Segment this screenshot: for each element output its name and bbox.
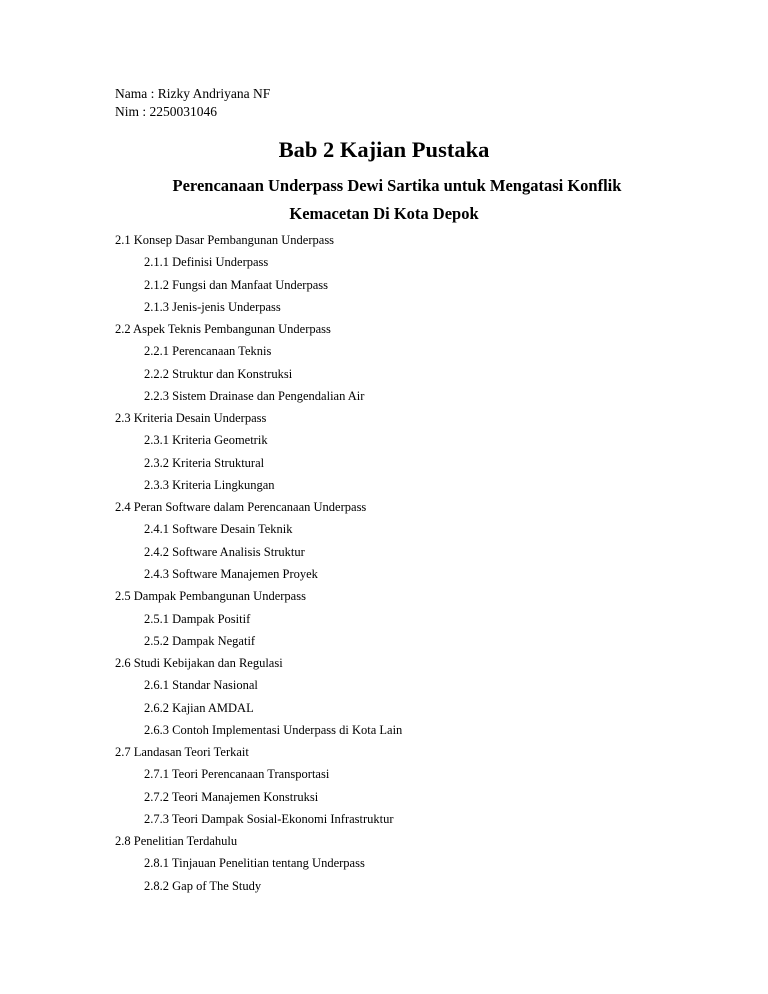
toc-subsection: 2.2.1 Perencanaan Teknis (144, 344, 272, 359)
toc-subsection: 2.1.2 Fungsi dan Manfaat Underpass (144, 277, 328, 292)
toc-subsection: 2.1.3 Jenis-jenis Underpass (144, 299, 281, 314)
toc-subsection: 2.2.3 Sistem Drainase dan Pengendalian Air (144, 388, 365, 403)
toc-subsection: 2.3.3 Kriteria Lingkungan (144, 477, 275, 492)
toc-section: 2.1 Konsep Dasar Pembangunan Underpass (115, 233, 335, 247)
toc-subsection: 2.8.2 Gap of The Study (144, 878, 262, 893)
student-id: Nim : 2250031046 (115, 104, 218, 119)
toc-subsection: 2.5.2 Dampak Negatif (144, 633, 256, 648)
toc-section: 2.2 Aspek Teknis Pembangunan Underpass (115, 322, 331, 337)
toc-subsection: 2.3.1 Kriteria Geometrik (144, 433, 268, 448)
subtitle-line-1: Perencanaan Underpass Dewi Sartika untuk Mengatasi Konflik (172, 176, 622, 195)
toc-subsection: 2.4.2 Software Analisis Struktur (144, 544, 305, 559)
toc-section: 2.5 Dampak Pembangunan Underpass (115, 589, 306, 604)
author-name: Nama : Rizky Andriyana NF (115, 86, 271, 101)
toc-section: 2.4 Peran Software dalam Perencanaan Underpass (115, 500, 367, 515)
toc-subsection: 2.3.2 Kriteria Struktural (144, 455, 265, 470)
toc-subsection: 2.8.1 Tinjauan Penelitian tentang Underpass (144, 856, 365, 871)
toc-subsection: 2.7.1 Teori Perencanaan Transportasi (144, 767, 330, 782)
toc-subsection: 2.6.1 Standar Nasional (144, 678, 258, 693)
toc-section: 2.3 Kriteria Desain Underpass (115, 411, 267, 426)
toc-section: 2.8 Penelitian Terdahulu (115, 834, 238, 849)
author-info (115, 85, 270, 121)
toc-section: 2.7 Landasan Teori Terkait (115, 745, 249, 760)
toc-subsection: 2.4.1 Software Desain Teknik (144, 522, 293, 537)
toc-subsection: 2.7.3 Teori Dampak Sosial-Ekonomi Infrastruktur (144, 811, 394, 826)
table-of-contents (115, 232, 402, 900)
subtitle-line-2: Kemacetan Di Kota Depok (289, 204, 479, 223)
toc-subsection: 2.5.1 Dampak Positif (144, 611, 251, 626)
toc-subsection: 2.7.2 Teori Manajemen Konstruksi (144, 789, 319, 804)
toc-subsection: 2.6.3 Contoh Implementasi Underpass di Kota Lain (144, 722, 403, 737)
toc-subsection: 2.6.2 Kajian AMDAL (144, 700, 254, 715)
toc-subsection: 2.2.2 Struktur dan Konstruksi (144, 366, 293, 381)
toc-subsection: 2.1.1 Definisi Underpass (144, 255, 269, 270)
toc-subsection: 2.4.3 Software Manajemen Proyek (144, 566, 318, 581)
chapter-title: Bab 2 Kajian Pustaka (278, 137, 490, 162)
toc-section: 2.6 Studi Kebijakan dan Regulasi (115, 656, 283, 671)
